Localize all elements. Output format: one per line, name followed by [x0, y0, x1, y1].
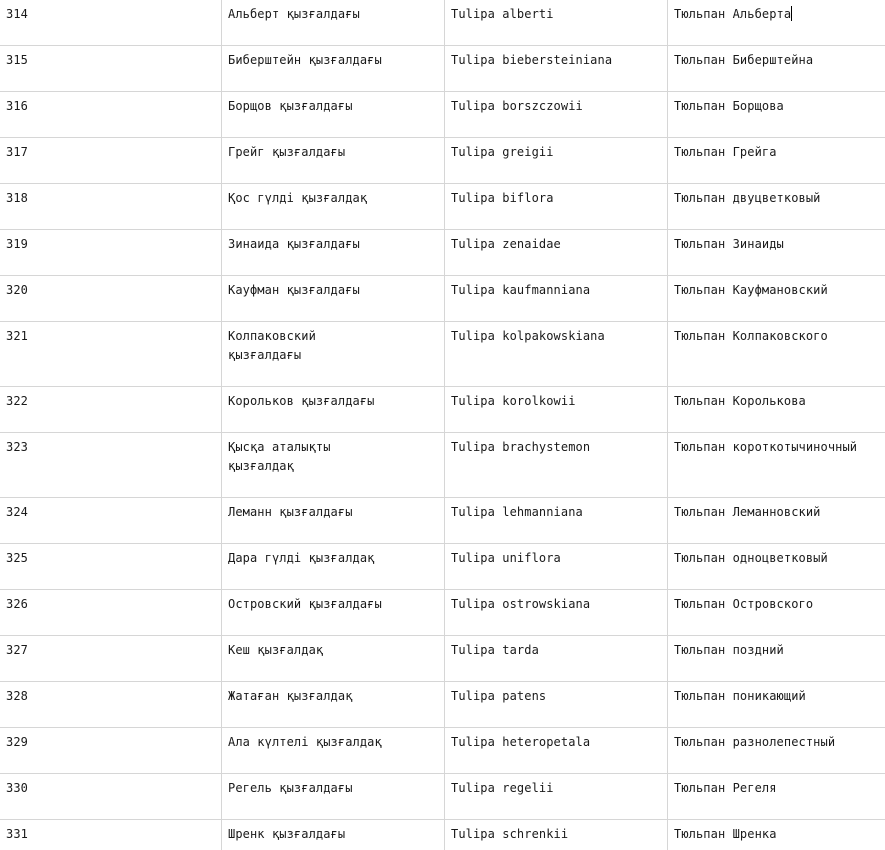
russian-name-cell[interactable] — [668, 820, 885, 850]
kazakh-name-text: Қысқа аталықты қызғалдақ — [228, 440, 331, 473]
row-number-cell[interactable] — [0, 387, 222, 433]
table-row — [0, 636, 885, 682]
kazakh-name-cell[interactable] — [222, 387, 445, 433]
row-number-text: 315 — [6, 53, 28, 67]
latin-name-cell[interactable] — [445, 636, 668, 682]
kazakh-name-cell[interactable] — [222, 138, 445, 184]
row-number-cell[interactable] — [0, 322, 222, 387]
latin-name-cell[interactable] — [445, 728, 668, 774]
kazakh-name-cell[interactable] — [222, 774, 445, 820]
row-number-text: 318 — [6, 191, 28, 205]
russian-name-cell[interactable] — [668, 322, 885, 387]
russian-name-text: Тюльпан Леманновский — [674, 505, 821, 519]
russian-name-cell[interactable] — [668, 46, 885, 92]
latin-name-text: Tulipa alberti — [451, 7, 554, 21]
row-number-cell[interactable] — [0, 138, 222, 184]
row-number-cell[interactable] — [0, 774, 222, 820]
latin-name-text: Tulipa zenaidae — [451, 237, 561, 251]
russian-name-text: Тюльпан Колпаковского — [674, 329, 828, 343]
kazakh-name-text: Шренк қызғалдағы — [228, 827, 346, 841]
table-row — [0, 387, 885, 433]
kazakh-name-cell[interactable] — [222, 682, 445, 728]
table-row — [0, 590, 885, 636]
row-number-cell[interactable] — [0, 92, 222, 138]
russian-name-cell[interactable] — [668, 230, 885, 276]
kazakh-name-cell[interactable] — [222, 820, 445, 850]
row-number-cell[interactable] — [0, 498, 222, 544]
russian-name-text: Тюльпан Борщова — [674, 99, 784, 113]
kazakh-name-text: Леманн қызғалдағы — [228, 505, 353, 519]
row-number-cell[interactable] — [0, 682, 222, 728]
latin-name-cell[interactable] — [445, 590, 668, 636]
russian-name-text: Тюльпан Королькова — [674, 394, 806, 408]
table-row — [0, 138, 885, 184]
text-cursor — [791, 6, 792, 21]
row-number-text: 316 — [6, 99, 28, 113]
kazakh-name-text: Регель қызғалдағы — [228, 781, 353, 795]
row-number-cell[interactable] — [0, 544, 222, 590]
kazakh-name-text: Островский қызғалдағы — [228, 597, 382, 611]
latin-name-text: Tulipa patens — [451, 689, 547, 703]
latin-name-text: Tulipa kolpakowskiana — [451, 329, 605, 343]
russian-name-text: Тюльпан Альберта — [674, 7, 792, 21]
latin-name-cell[interactable] — [445, 0, 668, 46]
row-number-cell[interactable] — [0, 0, 222, 46]
row-number-text: 327 — [6, 643, 28, 657]
row-number-cell[interactable] — [0, 590, 222, 636]
kazakh-name-cell[interactable] — [222, 498, 445, 544]
latin-name-cell[interactable] — [445, 820, 668, 850]
table-row — [0, 682, 885, 728]
russian-name-cell[interactable] — [668, 590, 885, 636]
row-number-text: 320 — [6, 283, 28, 297]
row-number-cell[interactable] — [0, 636, 222, 682]
row-number-text: 319 — [6, 237, 28, 251]
kazakh-name-text: Грейг қызғалдағы — [228, 145, 346, 159]
latin-name-cell[interactable] — [445, 544, 668, 590]
russian-name-cell[interactable] — [668, 636, 885, 682]
russian-name-cell[interactable] — [668, 728, 885, 774]
row-number-text: 329 — [6, 735, 28, 749]
row-number-cell[interactable] — [0, 728, 222, 774]
row-number-text: 325 — [6, 551, 28, 565]
latin-name-cell[interactable] — [445, 92, 668, 138]
kazakh-name-text: Кеш қызғалдақ — [228, 643, 324, 657]
russian-name-cell[interactable] — [668, 387, 885, 433]
latin-name-text: Tulipa tarda — [451, 643, 539, 657]
russian-name-text: Тюльпан Кауфмановский — [674, 283, 828, 297]
row-number-text: 314 — [6, 7, 28, 21]
latin-name-cell[interactable] — [445, 138, 668, 184]
kazakh-name-cell[interactable] — [222, 92, 445, 138]
russian-name-text: Тюльпан разнолепестный — [674, 735, 836, 749]
latin-name-text: Tulipa kaufmanniana — [451, 283, 591, 297]
russian-name-text: Тюльпан короткотычиночный — [674, 440, 858, 454]
kazakh-name-text: Дара гүлді қызғалдақ — [228, 551, 375, 565]
latin-name-cell[interactable] — [445, 322, 668, 387]
russian-name-text: Тюльпан поникающий — [674, 689, 806, 703]
row-number-text: 321 — [6, 329, 28, 343]
russian-name-text: Тюльпан одноцветковый — [674, 551, 828, 565]
latin-name-cell[interactable] — [445, 184, 668, 230]
kazakh-name-cell[interactable] — [222, 184, 445, 230]
table-row — [0, 728, 885, 774]
kazakh-name-text: Корольков қызғалдағы — [228, 394, 375, 408]
table-row — [0, 322, 885, 387]
latin-name-cell[interactable] — [445, 433, 668, 498]
table-row — [0, 0, 885, 46]
latin-name-text: Tulipa greigii — [451, 145, 554, 159]
russian-name-cell[interactable] — [668, 682, 885, 728]
kazakh-name-cell[interactable] — [222, 276, 445, 322]
row-number-text: 330 — [6, 781, 28, 795]
russian-name-text: Тюльпан Зинаиды — [674, 237, 784, 251]
russian-name-cell[interactable] — [668, 544, 885, 590]
latin-name-cell[interactable] — [445, 682, 668, 728]
row-number-text: 331 — [6, 827, 28, 841]
latin-name-cell[interactable] — [445, 230, 668, 276]
latin-name-text: Tulipa schrenkii — [451, 827, 569, 841]
row-number-cell[interactable] — [0, 276, 222, 322]
table-row — [0, 230, 885, 276]
russian-name-cell[interactable] — [668, 92, 885, 138]
latin-name-cell[interactable] — [445, 774, 668, 820]
kazakh-name-cell[interactable] — [222, 46, 445, 92]
row-number-text: 323 — [6, 440, 28, 454]
table-row — [0, 184, 885, 230]
latin-name-text: Tulipa biflora — [451, 191, 554, 205]
table-row — [0, 544, 885, 590]
row-number-text: 328 — [6, 689, 28, 703]
row-number-cell[interactable] — [0, 230, 222, 276]
russian-name-text: Тюльпан поздний — [674, 643, 784, 657]
row-number-cell[interactable] — [0, 433, 222, 498]
row-number-cell[interactable] — [0, 820, 222, 850]
kazakh-name-cell[interactable] — [222, 322, 445, 387]
row-number-text: 326 — [6, 597, 28, 611]
russian-name-text: Тюльпан Шренка — [674, 827, 777, 841]
table-row — [0, 433, 885, 498]
latin-name-cell[interactable] — [445, 46, 668, 92]
russian-name-cell[interactable] — [668, 276, 885, 322]
kazakh-name-cell[interactable] — [222, 0, 445, 46]
latin-name-text: Tulipa brachystemon — [451, 440, 591, 454]
russian-name-cell[interactable] — [668, 138, 885, 184]
russian-name-cell[interactable] — [668, 433, 885, 498]
table-row — [0, 92, 885, 138]
row-number-text: 324 — [6, 505, 28, 519]
table-row — [0, 774, 885, 820]
kazakh-name-cell[interactable] — [222, 230, 445, 276]
russian-name-text: Тюльпан двуцветковый — [674, 191, 821, 205]
kazakh-name-cell[interactable] — [222, 433, 445, 498]
russian-name-text: Тюльпан Биберштейна — [674, 53, 814, 67]
latin-name-text: Tulipa regelii — [451, 781, 554, 795]
russian-name-cell[interactable] — [668, 0, 885, 46]
latin-name-text: Tulipa biebersteiniana — [451, 53, 613, 67]
kazakh-name-text: Кауфман қызғалдағы — [228, 283, 360, 297]
kazakh-name-text: Биберштейн қызғалдағы — [228, 53, 382, 67]
latin-name-text: Tulipa ostrowskiana — [451, 597, 591, 611]
russian-name-cell[interactable] — [668, 498, 885, 544]
table-row — [0, 820, 885, 850]
kazakh-name-text: Альберт қызғалдағы — [228, 7, 360, 21]
kazakh-name-text: Борщов қызғалдағы — [228, 99, 353, 113]
latin-name-text: Tulipa korolkowii — [451, 394, 576, 408]
row-number-cell[interactable] — [0, 46, 222, 92]
russian-name-cell[interactable] — [668, 774, 885, 820]
kazakh-name-text: Жатаған қызғалдақ — [228, 689, 353, 703]
latin-name-text: Tulipa borszczowii — [451, 99, 583, 113]
latin-name-cell[interactable] — [445, 387, 668, 433]
kazakh-name-cell[interactable] — [222, 590, 445, 636]
table-row — [0, 498, 885, 544]
row-number-text: 317 — [6, 145, 28, 159]
kazakh-name-cell[interactable] — [222, 544, 445, 590]
kazakh-name-cell[interactable] — [222, 728, 445, 774]
russian-name-text: Тюльпан Регеля — [674, 781, 777, 795]
latin-name-text: Tulipa uniflora — [451, 551, 561, 565]
row-number-text: 322 — [6, 394, 28, 408]
kazakh-name-text: Колпаковский қызғалдағы — [228, 329, 316, 362]
kazakh-name-text: Қос гүлді қызғалдақ — [228, 191, 368, 205]
kazakh-name-text: Зинаида қызғалдағы — [228, 237, 360, 251]
latin-name-cell[interactable] — [445, 276, 668, 322]
table-row — [0, 46, 885, 92]
kazakh-name-text: Ала күлтелі қызғалдақ — [228, 735, 382, 749]
row-number-cell[interactable] — [0, 184, 222, 230]
russian-name-text: Тюльпан Островского — [674, 597, 814, 611]
russian-name-cell[interactable] — [668, 184, 885, 230]
latin-name-cell[interactable] — [445, 498, 668, 544]
table-row — [0, 276, 885, 322]
latin-name-text: Tulipa heteropetala — [451, 735, 591, 749]
kazakh-name-cell[interactable] — [222, 636, 445, 682]
latin-name-text: Tulipa lehmanniana — [451, 505, 583, 519]
russian-name-text: Тюльпан Грейга — [674, 145, 777, 159]
